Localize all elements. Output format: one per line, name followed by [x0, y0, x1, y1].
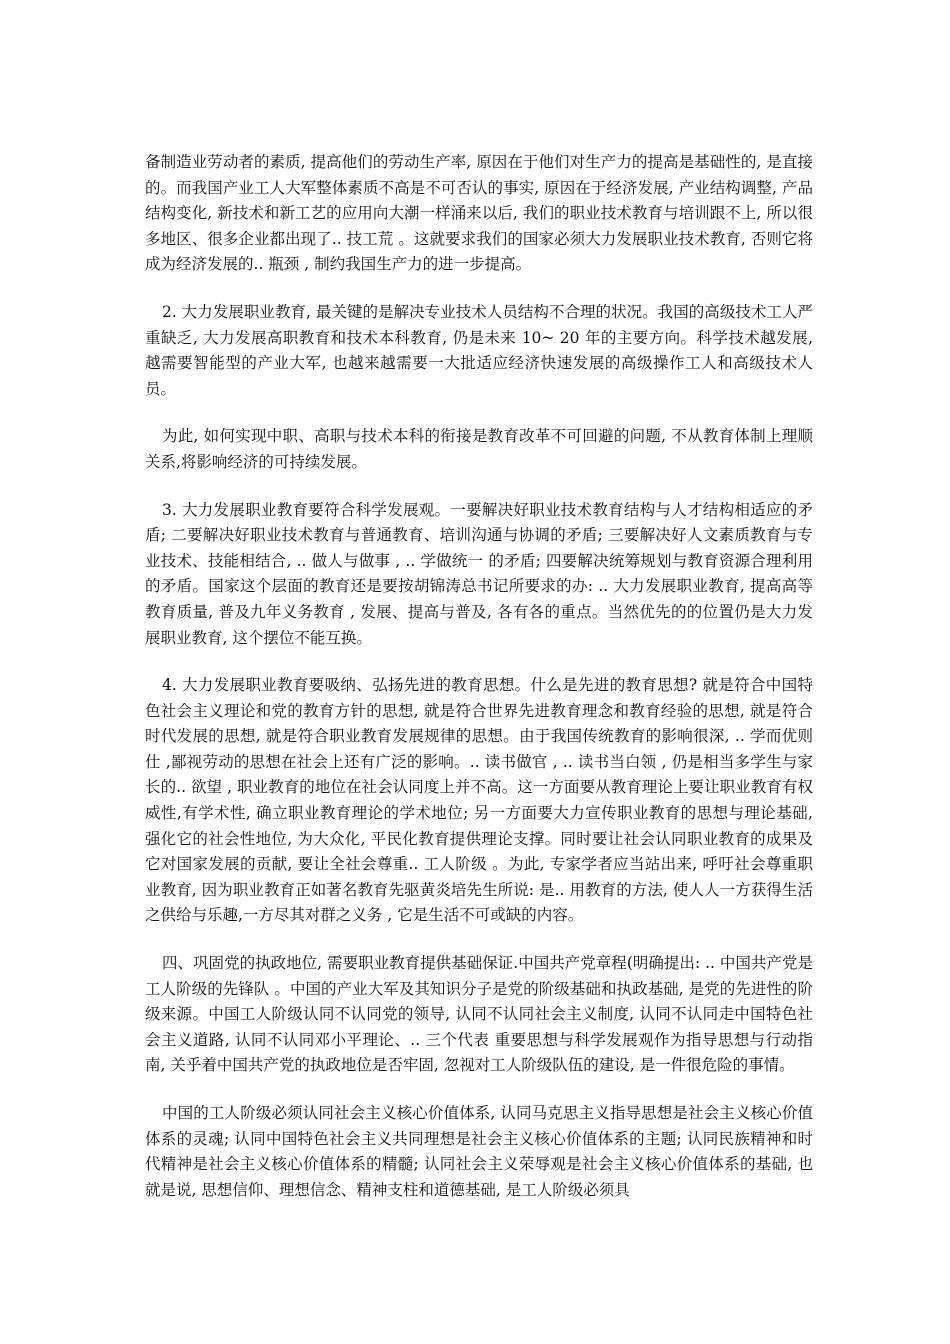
paragraph-4: 3. 大力发展职业教育要符合科学发展观。一要解决好职业技术教育结构与人才结构相适应的矛盾; 二要解决好职业技术教育与普通教育、培训沟通与协调的矛盾; 三要解决好人文素质教育与专业技术、技能相结合, .. 做人与做事 , .. 学做统一 的矛盾; 四要解决统筹规划与教育资源合理利用的矛盾。国家这个层面的教育还是要按胡锦涛总书记所要求的办: .. 大力发展职业教育, 提高高等教育质量, 普及九年义务教育 , 发展、提高与普及, 各有各的重点。当然优先的的位置仍是大力发展职业教育, 这个摆位不能互换。: [145, 500, 813, 647]
paragraph-5: 4. 大力发展职业教育要吸纳、弘扬先进的教育思想。什么是先进的教育思想? 就是符合中国特色社会主义理论和党的教育方针的思想, 就是符合世界先进教育理念和教育经验的思想, 就是符合时代发展的思想, 就是符合职业教育发展规律的思想。由于我国传统教育的影响很深, .. 学而优则仕 ,鄙视劳动的思想在社会上还有广泛的影响。.. 读书做官 , .. 读书当白领 , 仍是相当多学生与家长的.. 欲望 , 职业教育的地位在社会认同度上并不高。这一方面要从教育理论上要让职业教育有权威性,有学术性, 确立职业教育理论的学术地位; 另一方面要大力宣传职业教育的思想与理论基础, 强化它的社会性地位, 为大众化, 平民化教育提供理论支撑。同时要让社会认同职业教育的成果及它对国家发展的贡献, 要让全社会尊重.. 工人阶级 。为此, 专家学者应当站出来, 呼吁社会尊重职业教育, 因为职业教育正如著名教育先驱黄炎培先生所说: 是.. 用教育的方法, 使人人一方获得生活之供给与乐趣,一方尽其对群之义务 , 它是生活不可或缺的内容。: [145, 676, 813, 925]
paragraph-6: 四、巩固党的执政地位, 需要职业教育提供基础保证.中国共产党章程(明确提出: .. 中国共产党是工人阶级的先锋队 。中国的产业大军及其知识分子是党的阶级基础和执政基础, 是党的先进性的阶级来源。中国工人阶级认同不认同党的领导, 认同不认同社会主义制度, 认同不认同走中国特色社会主义道路, 认同不认同邓小平理论、.. 三个代表 重要思想与科学发展观作为指导思想与行动指南, 关乎着中国共产党的执政地位是否牢固, 忽视对工人阶级队伍的建设, 是一件很危险的事情。: [145, 954, 813, 1075]
document-body: [145, 150, 813, 1225]
paragraph-2: 2. 大力发展职业教育, 最关键的是解决专业技术人员结构不合理的状况。我国的高级技术工人严重缺乏, 大力发展高职教育和技术本科教育, 仍是未来 10~ 20 年的主要方向。科学技术越发展, 越需要智能型的产业大军, 也越来越需要一大批适应经济快速发展的高级操作工人和高级技术人员。: [145, 302, 813, 398]
paragraph-3: 为此, 如何实现中职、高职与技术本科的衔接是教育改革不可回避的问题, 不从教育体制上理顺关系,将影响经济的可持续发展。: [145, 427, 813, 471]
paragraph-1: 备制造业劳动者的素质, 提高他们的劳动生产率, 原因在于他们对生产力的提高是基础性的, 是直接的。而我国产业工人大军整体素质不高是不可否认的事实, 原因在于经济发展, 产业结构调整, 产品结构变化, 新技术和新工艺的应用向大潮一样涌来以后, 我们的职业技术教育与培训跟不上, 所以很多地区、很多企业都出现了.. 技工荒 。这就要求我们的国家必须大力发展职业技术教育, 否则它将成为经济发展的.. 瓶颈 , 制约我国生产力的进一步提高。: [145, 153, 813, 274]
paragraph-7: 中国的工人阶级必须认同社会主义核心价值体系, 认同马克思主义指导思想是社会主义核心价值体系的灵魂; 认同中国特色社会主义共同理想是社会主义核心价值体系的主题; 认同民族精神和时代精神是社会主义核心价值体系的精髓; 认同社会主义荣辱观是社会主义核心价值体系的基础, 也就是说, 思想信仰、理想信念、精神支柱和道德基础, 是工人阶级必须具: [145, 1104, 813, 1199]
